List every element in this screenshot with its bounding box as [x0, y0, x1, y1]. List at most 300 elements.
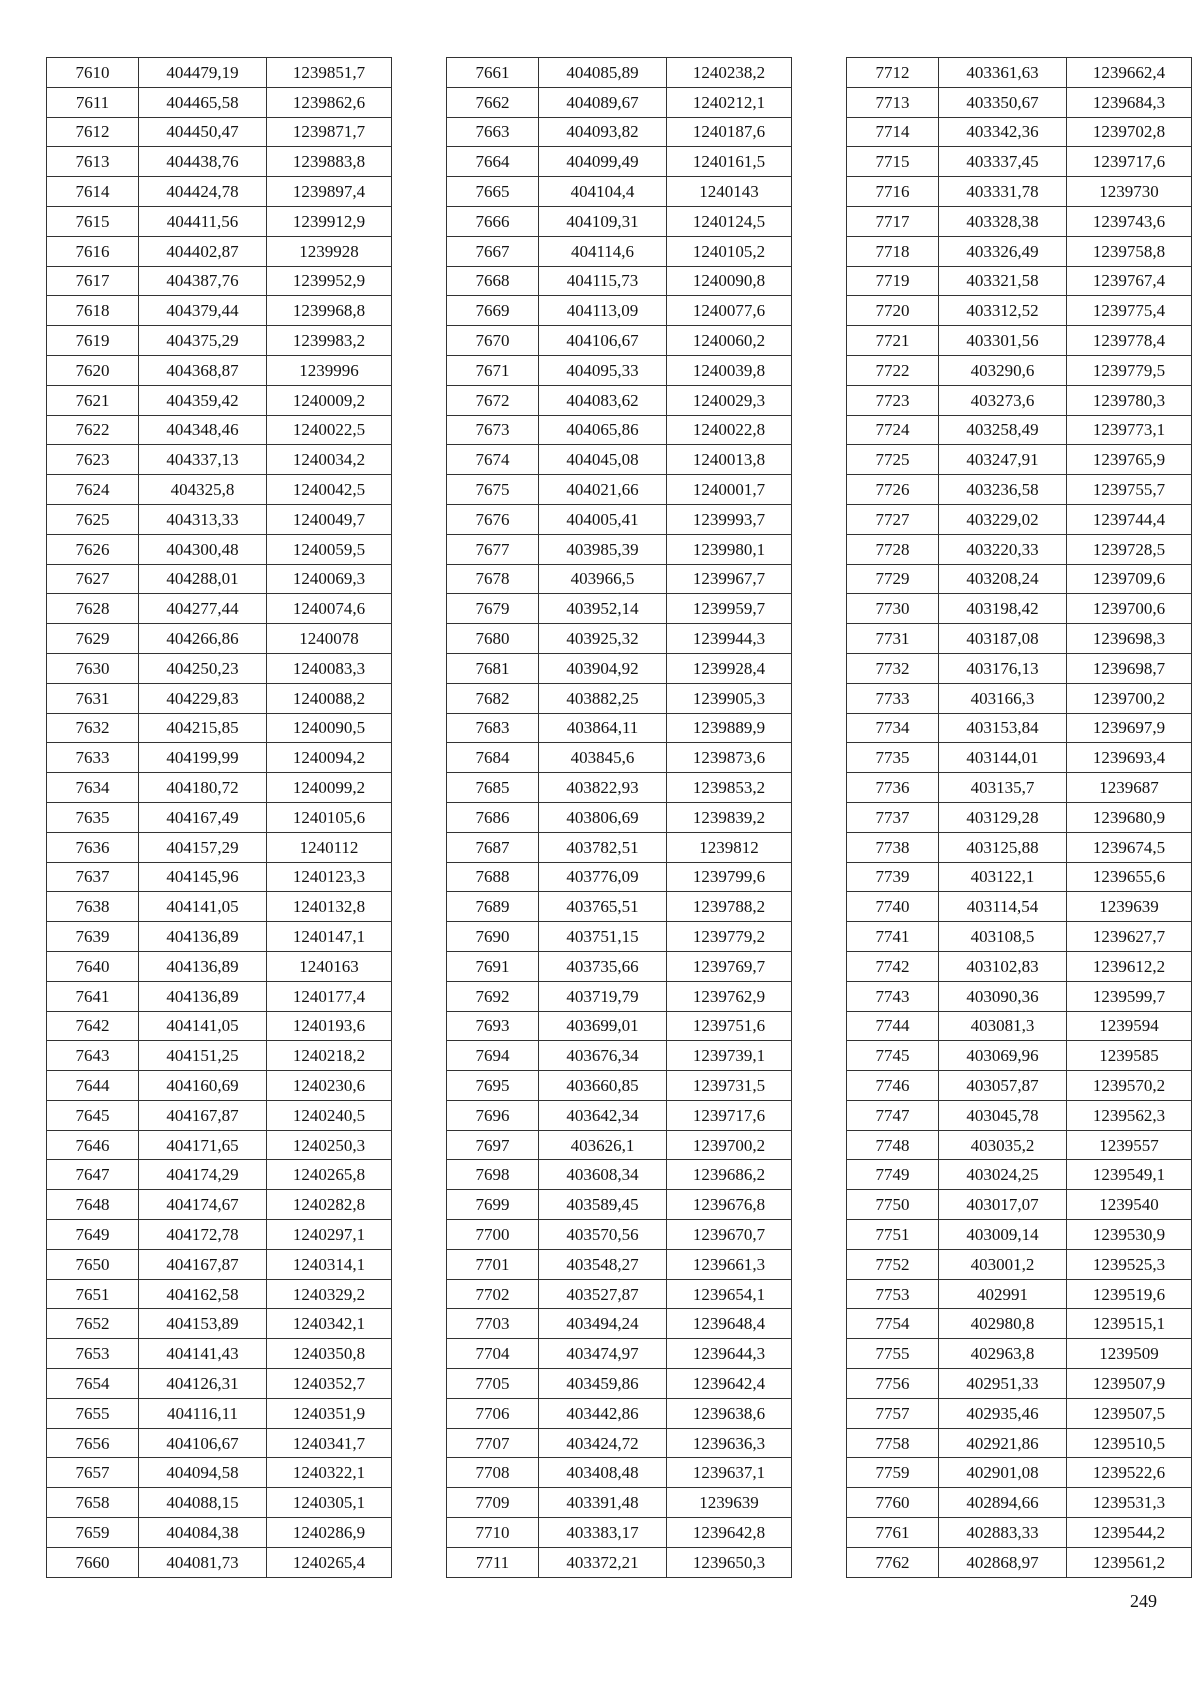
table-row [847, 1220, 1192, 1250]
table-row [47, 713, 392, 743]
point-number-cell: 7716 [847, 177, 939, 207]
table-row [447, 58, 792, 88]
coordinate-y-cell: 1240265,8 [267, 1160, 392, 1190]
table-row [447, 355, 792, 385]
coordinate-x-cell: 403589,45 [539, 1190, 667, 1220]
coordinate-y-cell: 1240322,1 [267, 1458, 392, 1488]
table-row [447, 475, 792, 505]
table-row [47, 177, 392, 207]
coordinate-y-cell: 1240240,5 [267, 1100, 392, 1130]
coordinate-x-cell: 403548,27 [539, 1249, 667, 1279]
coordinate-x-cell: 403424,72 [539, 1428, 667, 1458]
coordinate-x-cell: 404065,86 [539, 415, 667, 445]
point-number-cell: 7657 [47, 1458, 139, 1488]
table-row [447, 1220, 792, 1250]
coordinate-x-cell: 404106,67 [139, 1428, 267, 1458]
point-number-cell: 7649 [47, 1220, 139, 1250]
table-row [847, 266, 1192, 296]
coordinate-y-cell: 1240049,7 [267, 504, 392, 534]
point-number-cell: 7745 [847, 1041, 939, 1071]
table-row [47, 1488, 392, 1518]
table-row [447, 1547, 792, 1577]
coordinate-y-cell: 1240265,4 [267, 1547, 392, 1577]
coordinate-y-cell: 1239637,1 [667, 1458, 792, 1488]
table-row [847, 892, 1192, 922]
table-row [447, 922, 792, 952]
coordinate-y-cell: 1239755,7 [1067, 475, 1192, 505]
coordinate-x-cell: 403069,96 [939, 1041, 1067, 1071]
coordinate-x-cell: 403765,51 [539, 892, 667, 922]
point-number-cell: 7658 [47, 1488, 139, 1518]
point-number-cell: 7644 [47, 1071, 139, 1101]
coordinate-y-cell: 1239889,9 [667, 713, 792, 743]
coordinate-y-cell: 1240282,8 [267, 1190, 392, 1220]
coordinate-y-cell: 1239799,6 [667, 862, 792, 892]
table-row [847, 743, 1192, 773]
table-row [847, 534, 1192, 564]
coordinate-y-cell: 1239709,6 [1067, 564, 1192, 594]
table-row [447, 117, 792, 147]
coordinate-x-cell: 404153,89 [139, 1309, 267, 1339]
table-row [847, 326, 1192, 356]
coordinate-x-cell: 403247,91 [939, 445, 1067, 475]
table-row [447, 1041, 792, 1071]
table-row [47, 87, 392, 117]
coordinate-y-cell: 1239912,9 [267, 206, 392, 236]
coordinate-x-cell: 404174,67 [139, 1190, 267, 1220]
coordinate-x-cell: 404084,38 [139, 1518, 267, 1548]
point-number-cell: 7715 [847, 147, 939, 177]
table-row [447, 1011, 792, 1041]
table-row [847, 1398, 1192, 1428]
coordinate-y-cell: 1239751,6 [667, 1011, 792, 1041]
point-number-cell: 7670 [447, 326, 539, 356]
coordinate-x-cell: 403350,67 [939, 87, 1067, 117]
point-number-cell: 7667 [447, 236, 539, 266]
coordinate-x-cell: 403676,34 [539, 1041, 667, 1071]
coordinate-x-cell: 403208,24 [939, 564, 1067, 594]
coordinate-x-cell: 403626,1 [539, 1130, 667, 1160]
coordinate-y-cell: 1239762,9 [667, 981, 792, 1011]
point-number-cell: 7713 [847, 87, 939, 117]
coordinate-y-cell: 1240013,8 [667, 445, 792, 475]
table-row [847, 206, 1192, 236]
table-row [847, 981, 1192, 1011]
coordinate-x-cell: 404085,89 [539, 58, 667, 88]
coordinate-x-cell: 403527,87 [539, 1279, 667, 1309]
coordinate-y-cell: 1239670,7 [667, 1220, 792, 1250]
point-number-cell: 7660 [47, 1547, 139, 1577]
coordinate-x-cell: 403570,56 [539, 1220, 667, 1250]
coordinate-x-cell: 403904,92 [539, 653, 667, 683]
point-number-cell: 7614 [47, 177, 139, 207]
coordinate-y-cell: 1240286,9 [267, 1518, 392, 1548]
coordinate-y-cell: 1240218,2 [267, 1041, 392, 1071]
coordinate-x-cell: 403035,2 [939, 1130, 1067, 1160]
coordinate-x-cell: 404215,85 [139, 713, 267, 743]
table-row [847, 951, 1192, 981]
coordinate-y-cell: 1239779,5 [1067, 355, 1192, 385]
point-number-cell: 7635 [47, 802, 139, 832]
coordinate-x-cell: 404021,66 [539, 475, 667, 505]
point-number-cell: 7683 [447, 713, 539, 743]
point-number-cell: 7655 [47, 1398, 139, 1428]
coordinate-x-cell: 403342,36 [939, 117, 1067, 147]
coordinate-y-cell: 1239928,4 [667, 653, 792, 683]
point-number-cell: 7672 [447, 385, 539, 415]
coordinate-x-cell: 404424,78 [139, 177, 267, 207]
coordinate-y-cell: 1239739,1 [667, 1041, 792, 1071]
coordinate-x-cell: 402883,33 [939, 1518, 1067, 1548]
coordinate-x-cell: 404288,01 [139, 564, 267, 594]
coordinate-y-cell: 1239905,3 [667, 683, 792, 713]
table-row [847, 1458, 1192, 1488]
point-number-cell: 7638 [47, 892, 139, 922]
coordinate-x-cell: 404045,08 [539, 445, 667, 475]
table-row [847, 236, 1192, 266]
table-row [847, 1130, 1192, 1160]
coordinate-x-cell: 403925,32 [539, 624, 667, 654]
point-number-cell: 7748 [847, 1130, 939, 1160]
point-number-cell: 7709 [447, 1488, 539, 1518]
coordinate-table-3-body [847, 58, 1192, 1578]
coordinate-table-2-body [447, 58, 792, 1578]
coordinate-y-cell: 1240105,6 [267, 802, 392, 832]
point-number-cell: 7641 [47, 981, 139, 1011]
coordinate-x-cell: 403776,09 [539, 862, 667, 892]
coordinate-x-cell: 403220,33 [939, 534, 1067, 564]
coordinate-y-cell: 1239561,2 [1067, 1547, 1192, 1577]
coordinate-y-cell: 1240212,1 [667, 87, 792, 117]
table-row [47, 296, 392, 326]
table-row [47, 922, 392, 952]
coordinate-x-cell: 404151,25 [139, 1041, 267, 1071]
table-row [847, 1279, 1192, 1309]
table-row [447, 624, 792, 654]
point-number-cell: 7675 [447, 475, 539, 505]
point-number-cell: 7724 [847, 415, 939, 445]
point-number-cell: 7652 [47, 1309, 139, 1339]
point-number-cell: 7694 [447, 1041, 539, 1071]
point-number-cell: 7684 [447, 743, 539, 773]
table-row [847, 564, 1192, 594]
coordinate-x-cell: 404083,62 [539, 385, 667, 415]
coordinate-y-cell: 1239639 [1067, 892, 1192, 922]
point-number-cell: 7700 [447, 1220, 539, 1250]
point-number-cell: 7752 [847, 1249, 939, 1279]
coordinate-y-cell: 1239993,7 [667, 504, 792, 534]
point-number-cell: 7640 [47, 951, 139, 981]
table-row [447, 653, 792, 683]
coordinate-x-cell: 404379,44 [139, 296, 267, 326]
table-row [447, 713, 792, 743]
table-row [847, 87, 1192, 117]
table-row [847, 1309, 1192, 1339]
coordinate-y-cell: 1239944,3 [667, 624, 792, 654]
coordinate-x-cell: 404104,4 [539, 177, 667, 207]
table-row [47, 445, 392, 475]
coordinate-y-cell: 1239698,3 [1067, 624, 1192, 654]
point-number-cell: 7643 [47, 1041, 139, 1071]
table-row [47, 504, 392, 534]
coordinate-x-cell: 404172,78 [139, 1220, 267, 1250]
table-row [447, 415, 792, 445]
table-row [47, 415, 392, 445]
coordinate-x-cell: 404116,11 [139, 1398, 267, 1428]
point-number-cell: 7749 [847, 1160, 939, 1190]
coordinate-y-cell: 1239639 [667, 1488, 792, 1518]
coordinate-x-cell: 403090,36 [939, 981, 1067, 1011]
table-row [47, 981, 392, 1011]
coordinate-x-cell: 404145,96 [139, 862, 267, 892]
table-row [447, 1160, 792, 1190]
coordinate-x-cell: 403391,48 [539, 1488, 667, 1518]
coordinate-y-cell: 1240042,5 [267, 475, 392, 505]
table-row [847, 147, 1192, 177]
coordinate-x-cell: 404325,8 [139, 475, 267, 505]
coordinate-x-cell: 404106,67 [539, 326, 667, 356]
coordinate-y-cell: 1239728,5 [1067, 534, 1192, 564]
coordinate-x-cell: 403187,08 [939, 624, 1067, 654]
coordinate-x-cell: 403985,39 [539, 534, 667, 564]
point-number-cell: 7647 [47, 1160, 139, 1190]
coordinate-x-cell: 403102,83 [939, 951, 1067, 981]
table-row [447, 1100, 792, 1130]
coordinate-x-cell: 404171,65 [139, 1130, 267, 1160]
coordinate-y-cell: 1239702,8 [1067, 117, 1192, 147]
coordinate-y-cell: 1240132,8 [267, 892, 392, 922]
table-row [47, 117, 392, 147]
table-row [847, 1249, 1192, 1279]
point-number-cell: 7690 [447, 922, 539, 952]
table-row [447, 266, 792, 296]
coordinate-y-cell: 1240090,5 [267, 713, 392, 743]
table-row [47, 683, 392, 713]
table-row [447, 534, 792, 564]
point-number-cell: 7682 [447, 683, 539, 713]
table-row [847, 922, 1192, 952]
point-number-cell: 7623 [47, 445, 139, 475]
table-row [847, 1518, 1192, 1548]
table-row [47, 236, 392, 266]
point-number-cell: 7666 [447, 206, 539, 236]
point-number-cell: 7613 [47, 147, 139, 177]
coordinate-x-cell: 404450,47 [139, 117, 267, 147]
table-row [447, 1369, 792, 1399]
point-number-cell: 7639 [47, 922, 139, 952]
coordinate-y-cell: 1239599,7 [1067, 981, 1192, 1011]
coordinate-y-cell: 1239585 [1067, 1041, 1192, 1071]
coordinate-x-cell: 404359,42 [139, 385, 267, 415]
point-number-cell: 7651 [47, 1279, 139, 1309]
coordinate-y-cell: 1240187,6 [667, 117, 792, 147]
table-row [447, 1071, 792, 1101]
table-row [447, 892, 792, 922]
table-row [447, 564, 792, 594]
coordinate-y-cell: 1239897,4 [267, 177, 392, 207]
coordinate-y-cell: 1239773,1 [1067, 415, 1192, 445]
point-number-cell: 7610 [47, 58, 139, 88]
point-number-cell: 7721 [847, 326, 939, 356]
coordinate-x-cell: 403328,38 [939, 206, 1067, 236]
coordinate-x-cell: 402868,97 [939, 1547, 1067, 1577]
table-row [447, 1279, 792, 1309]
coordinate-y-cell: 1239700,6 [1067, 594, 1192, 624]
coordinate-x-cell: 403372,21 [539, 1547, 667, 1577]
point-number-cell: 7630 [47, 653, 139, 683]
coordinate-x-cell: 403321,58 [939, 266, 1067, 296]
coordinate-x-cell: 404114,6 [539, 236, 667, 266]
point-number-cell: 7676 [447, 504, 539, 534]
point-number-cell: 7757 [847, 1398, 939, 1428]
coordinate-x-cell: 403176,13 [939, 653, 1067, 683]
coordinate-y-cell: 1239509 [1067, 1339, 1192, 1369]
point-number-cell: 7751 [847, 1220, 939, 1250]
point-number-cell: 7727 [847, 504, 939, 534]
coordinate-x-cell: 403166,3 [939, 683, 1067, 713]
table-row [847, 1071, 1192, 1101]
coordinate-x-cell: 403024,25 [939, 1160, 1067, 1190]
coordinate-x-cell: 404348,46 [139, 415, 267, 445]
coordinate-y-cell: 1240105,2 [667, 236, 792, 266]
coordinate-y-cell: 1239928 [267, 236, 392, 266]
coordinate-y-cell: 1240329,2 [267, 1279, 392, 1309]
coordinate-y-cell: 1240143 [667, 177, 792, 207]
coordinate-x-cell: 403459,86 [539, 1369, 667, 1399]
table-row [847, 773, 1192, 803]
table-row [47, 58, 392, 88]
coordinate-y-cell: 1239744,4 [1067, 504, 1192, 534]
coordinate-x-cell: 404160,69 [139, 1071, 267, 1101]
coordinate-x-cell: 403735,66 [539, 951, 667, 981]
coordinate-x-cell: 404387,76 [139, 266, 267, 296]
coordinate-x-cell: 404229,83 [139, 683, 267, 713]
point-number-cell: 7725 [847, 445, 939, 475]
coordinate-x-cell: 404438,76 [139, 147, 267, 177]
table-row [447, 296, 792, 326]
coordinate-x-cell: 403408,48 [539, 1458, 667, 1488]
table-row [447, 1130, 792, 1160]
table-row [847, 1339, 1192, 1369]
coordinate-y-cell: 1240029,3 [667, 385, 792, 415]
coordinate-y-cell: 1240350,8 [267, 1339, 392, 1369]
coordinate-y-cell: 1240238,2 [667, 58, 792, 88]
table-row [447, 1190, 792, 1220]
coordinate-y-cell: 1239650,3 [667, 1547, 792, 1577]
point-number-cell: 7759 [847, 1458, 939, 1488]
coordinate-x-cell: 402980,8 [939, 1309, 1067, 1339]
coordinate-y-cell: 1240351,9 [267, 1398, 392, 1428]
point-number-cell: 7612 [47, 117, 139, 147]
point-number-cell: 7674 [447, 445, 539, 475]
coordinate-x-cell: 403699,01 [539, 1011, 667, 1041]
coordinate-y-cell: 1239522,6 [1067, 1458, 1192, 1488]
coordinate-y-cell: 1239968,8 [267, 296, 392, 326]
point-number-cell: 7634 [47, 773, 139, 803]
coordinate-x-cell: 404088,15 [139, 1488, 267, 1518]
table-row [47, 743, 392, 773]
coordinate-y-cell: 1240009,2 [267, 385, 392, 415]
point-number-cell: 7654 [47, 1369, 139, 1399]
coordinate-x-cell: 404141,05 [139, 892, 267, 922]
coordinate-y-cell: 1240250,3 [267, 1130, 392, 1160]
point-number-cell: 7756 [847, 1369, 939, 1399]
point-number-cell: 7673 [447, 415, 539, 445]
point-number-cell: 7706 [447, 1398, 539, 1428]
coordinate-y-cell: 1239642,4 [667, 1369, 792, 1399]
table-row [447, 594, 792, 624]
point-number-cell: 7677 [447, 534, 539, 564]
coordinate-x-cell: 403057,87 [939, 1071, 1067, 1101]
table-row [447, 445, 792, 475]
coordinate-y-cell: 1240161,5 [667, 147, 792, 177]
point-number-cell: 7686 [447, 802, 539, 832]
coordinate-y-cell: 1239662,4 [1067, 58, 1192, 88]
point-number-cell: 7633 [47, 743, 139, 773]
coordinate-x-cell: 403312,52 [939, 296, 1067, 326]
table-row [847, 1547, 1192, 1577]
coordinate-y-cell: 1240124,5 [667, 206, 792, 236]
coordinate-y-cell: 1240022,5 [267, 415, 392, 445]
coordinate-y-cell: 1239967,7 [667, 564, 792, 594]
table-row [847, 1369, 1192, 1399]
coordinate-x-cell: 404402,87 [139, 236, 267, 266]
point-number-cell: 7742 [847, 951, 939, 981]
point-number-cell: 7760 [847, 1488, 939, 1518]
table-row [447, 1488, 792, 1518]
point-number-cell: 7746 [847, 1071, 939, 1101]
coordinate-y-cell: 1239594 [1067, 1011, 1192, 1041]
table-row [847, 1160, 1192, 1190]
table-row [47, 1369, 392, 1399]
table-row [447, 236, 792, 266]
point-number-cell: 7671 [447, 355, 539, 385]
point-number-cell: 7758 [847, 1428, 939, 1458]
point-number-cell: 7628 [47, 594, 139, 624]
point-number-cell: 7743 [847, 981, 939, 1011]
coordinate-x-cell: 403301,56 [939, 326, 1067, 356]
coordinate-y-cell: 1239544,2 [1067, 1518, 1192, 1548]
table-row [447, 802, 792, 832]
point-number-cell: 7712 [847, 58, 939, 88]
coordinate-x-cell: 403608,34 [539, 1160, 667, 1190]
coordinate-y-cell: 1239780,3 [1067, 385, 1192, 415]
point-number-cell: 7738 [847, 832, 939, 862]
point-number-cell: 7662 [447, 87, 539, 117]
table-row [447, 1398, 792, 1428]
point-number-cell: 7669 [447, 296, 539, 326]
coordinate-y-cell: 1240314,1 [267, 1249, 392, 1279]
coordinate-x-cell: 402991 [939, 1279, 1067, 1309]
point-number-cell: 7653 [47, 1339, 139, 1369]
point-number-cell: 7668 [447, 266, 539, 296]
point-number-cell: 7699 [447, 1190, 539, 1220]
coordinate-x-cell: 403153,84 [939, 713, 1067, 743]
coordinate-x-cell: 402921,86 [939, 1428, 1067, 1458]
table-row [847, 445, 1192, 475]
coordinate-x-cell: 404174,29 [139, 1160, 267, 1190]
coordinate-y-cell: 1240147,1 [267, 922, 392, 952]
coordinate-x-cell: 403290,6 [939, 355, 1067, 385]
table-row [447, 87, 792, 117]
coordinate-x-cell: 403108,5 [939, 922, 1067, 952]
coordinate-y-cell: 1239686,2 [667, 1160, 792, 1190]
coordinate-x-cell: 403135,7 [939, 773, 1067, 803]
table-row [847, 802, 1192, 832]
table-row [47, 1339, 392, 1369]
coordinate-y-cell: 1239655,6 [1067, 862, 1192, 892]
table-row [447, 504, 792, 534]
